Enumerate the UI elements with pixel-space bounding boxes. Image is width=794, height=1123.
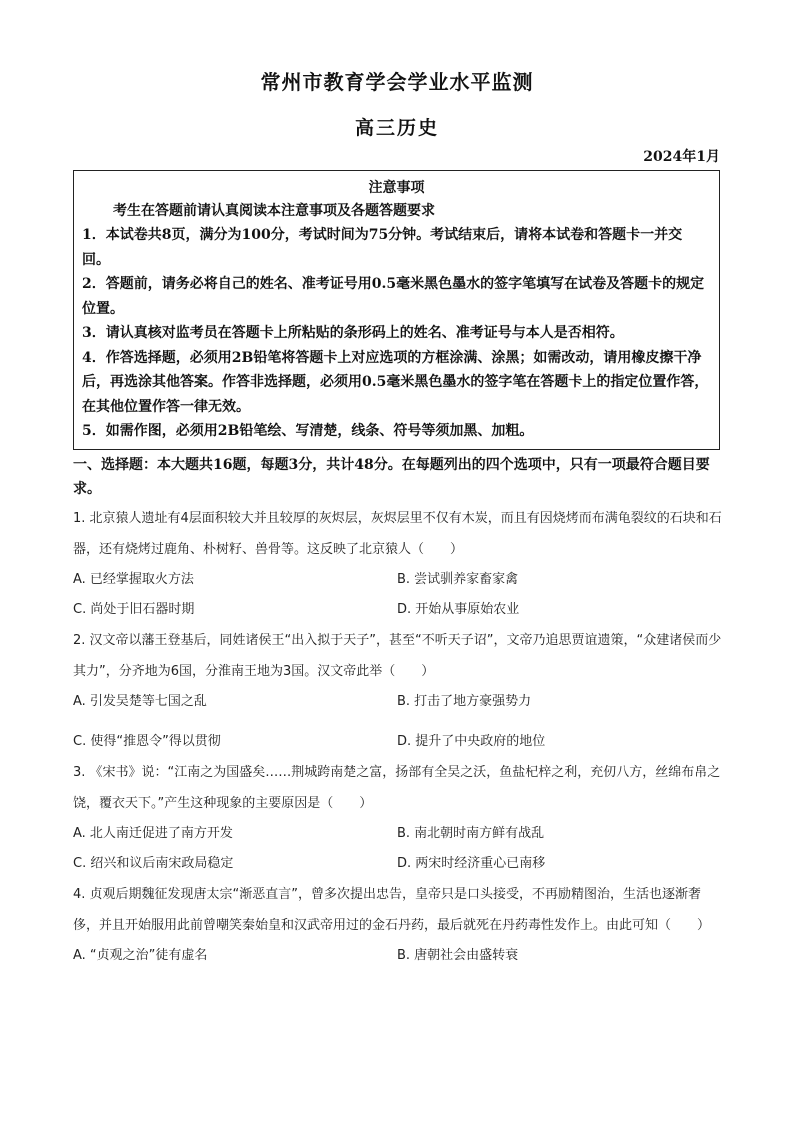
option-b: B. 打击了地方豪强势力	[397, 694, 532, 709]
exam-title: 常州市教育学会学业水平监测	[260, 70, 534, 94]
notice-item: 1．本试卷共8页，满分为100分，考试时间为75分钟。考试结束后，请将本试卷和答题卡一并交回。	[82, 227, 683, 268]
notice-item: 4．作答选择题，必须用2B铅笔将答题卡上对应选项的方框涂满、涂黑；如需改动，请用橡皮擦干净后，再选涂其他答案。作答非选择题，必须用0.5毫米黑色墨水的签字笔在答题卡上的指定位置作答，在其他位置作答一律无效。	[82, 349, 709, 415]
notice-box	[73, 170, 720, 450]
option-a: A. 引发吴楚等七国之乱	[73, 694, 207, 709]
option-c: C. 绍兴和议后南宋政局稳定	[73, 856, 234, 871]
notice-item: 5．如需作图，必须用2B铅笔绘、写清楚，线条、符号等须加黑、加粗。	[82, 423, 534, 439]
question-2	[73, 625, 723, 757]
option-d: D. 提升了中央政府的地位	[397, 734, 546, 749]
question-list	[73, 503, 723, 971]
exam-date: 2024年1月	[643, 149, 720, 165]
option-b: B. 唐朝社会由盛转衰	[397, 948, 519, 963]
question-stem: 1. 北京猿人遗址有4层面积较大并且较厚的灰烬层，灰烬层里不仅有木炭，而且有因烧烤而布满龟裂纹的石块和石器，还有烧烤过鹿角、朴树籽、兽骨等。这反映了北京猿人（ ）	[73, 511, 722, 557]
question-4	[73, 879, 723, 971]
notice-item: 3．请认真核对监考员在答题卡上所粘贴的条形码上的姓名、准考证号与本人是否相符。	[82, 325, 624, 341]
option-a: A. 北人南迁促进了南方开发	[73, 826, 233, 841]
option-c: C. 使得“推恩令”得以贯彻	[73, 734, 221, 749]
notice-title: 注意事项	[368, 180, 425, 196]
option-a: A. 已经掌握取火方法	[73, 572, 194, 587]
notice-intro: 考生在答题前请认真阅读本注意事项及各题答题要求	[113, 203, 435, 219]
notice-item: 2．答题前，请务必将自己的姓名、准考证号用0.5毫米黑色墨水的签字笔填写在试卷及答题卡的规定位置。	[82, 276, 705, 317]
question-stem: 4. 贞观后期魏征发现唐太宗“渐恶直言”，曾多次提出忠告，皇帝只是口头接受，不再励精图治，生活也逐渐奢侈，并且开始服用此前曾嘲笑秦始皇和汉武帝用过的金石丹药，最后就死在丹药毒性发作上。由此可知（ ）	[73, 887, 711, 933]
question-1	[73, 503, 723, 625]
question-stem: 3. 《宋书》说：“江南之为国盛矣……荆城跨南楚之富，扬部有全吴之沃，鱼盐杞梓之利，充仞八方，丝绵布帛之饶，覆衣天下。”产生这种现象的主要原因是（ ）	[73, 765, 721, 811]
option-c: C. 尚处于旧石器时期	[73, 602, 195, 617]
option-d: D. 开始从事原始农业	[397, 602, 520, 617]
option-d: D. 两宋时经济重心已南移	[397, 856, 546, 871]
question-3	[73, 757, 723, 879]
option-b: B. 南北朝时南方鲜有战乱	[397, 826, 545, 841]
option-a: A. “贞观之治”徒有虚名	[73, 948, 208, 963]
exam-subject: 高三历史	[354, 117, 439, 139]
question-stem: 2. 汉文帝以藩王登基后，同姓诸侯王“出入拟于天子”，甚至“不听天子诏”，文帝乃追思贾谊遗策，“众建诸侯而少其力”，分齐地为6国，分淮南王地为3国。汉文帝此举（ ）	[73, 633, 722, 679]
option-b: B. 尝试驯养家畜家禽	[397, 572, 519, 587]
section-heading: 一、选择题：本大题共16题，每题3分，共计48分。在每题列出的四个选项中，只有一项最符合题目要求。	[73, 457, 710, 497]
